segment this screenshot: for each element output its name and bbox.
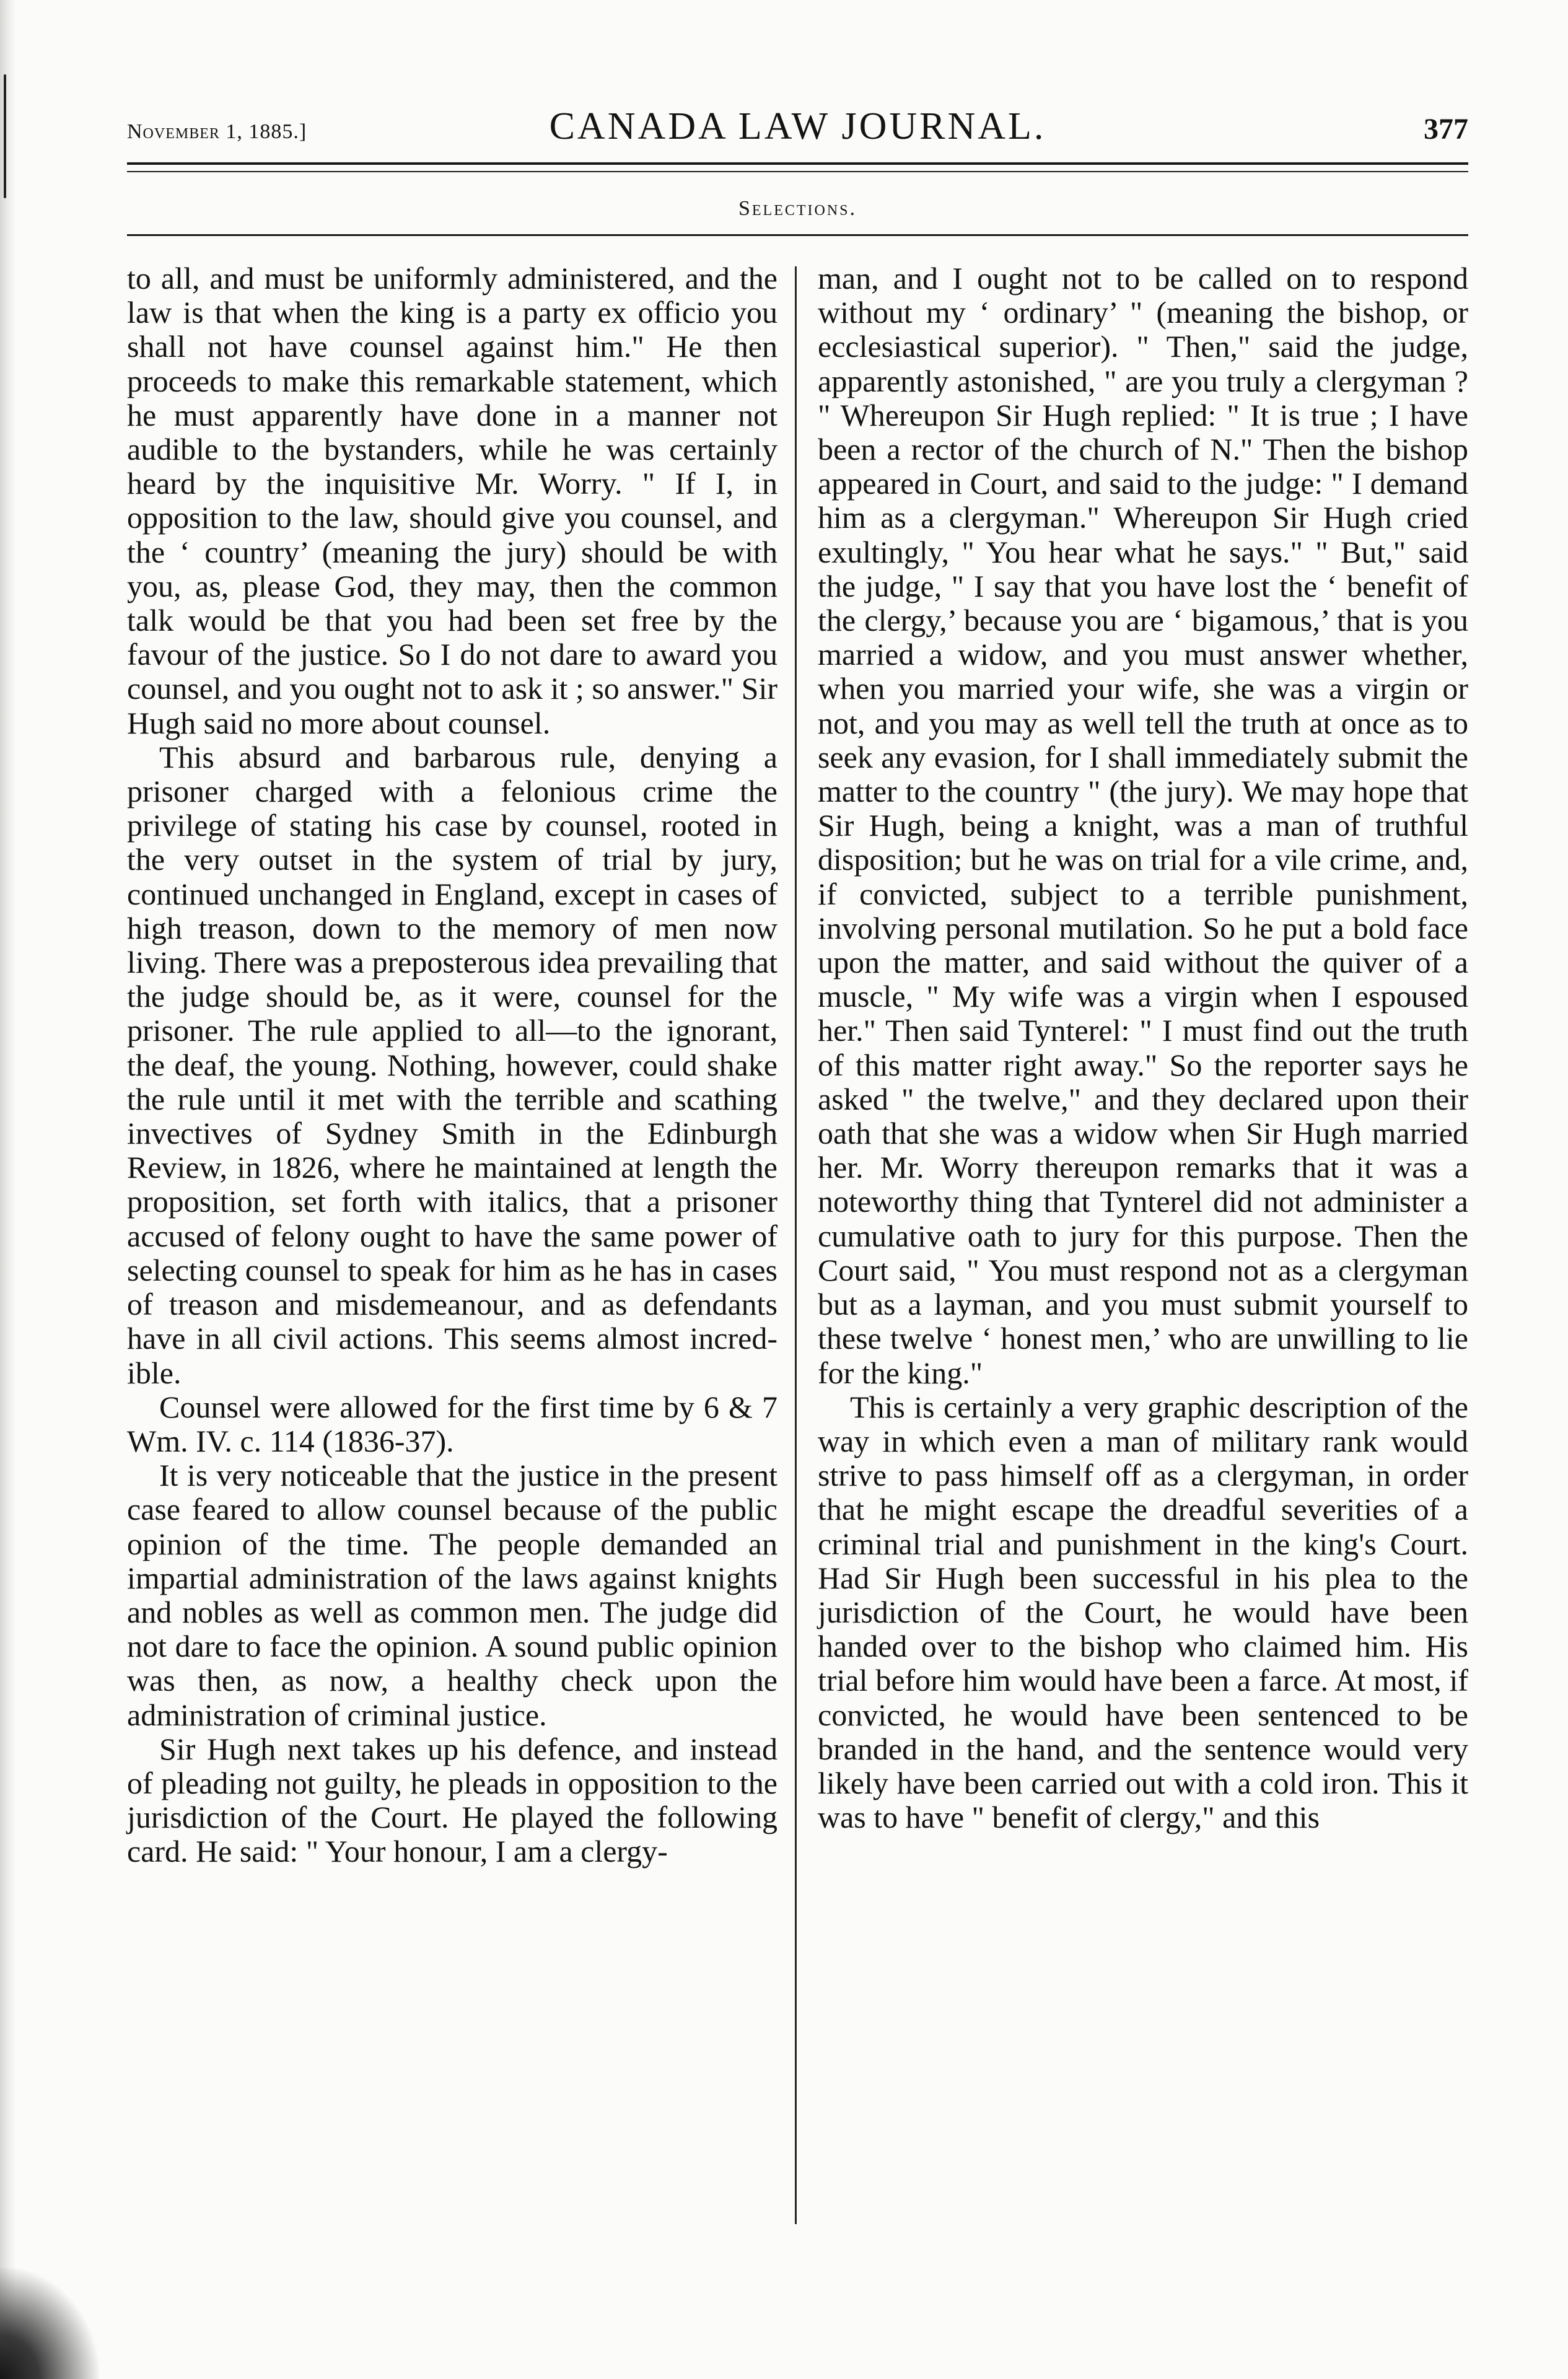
right-column — [818, 261, 1468, 2244]
paragraph: Counsel were allowed for the first time by 6 & 7 Wm. IV. c. 114 (1836-37). — [127, 1389, 777, 1458]
header-rule-thin — [127, 171, 1468, 172]
paragraph: to all, and must be uniformly administered, and the law is that when the king is a party ex officio you shall not have counsel against him." He then proceeds to make this remarkable statement, which he must apparently have done in a manner not audible to the bystanders, while he was certainly heard by the inquisitive Mr. Worry. " If I, in opposition to the law, should give you counsel, and the ‘ country’ (meaning the jury) should be with you, as, please God, they may, then the common talk would be that you had been set free by the favour of the justice. So I do not dare to award you counsel, and you ought not to ask it ; so answer." Sir Hugh said no more about counsel. — [127, 261, 777, 740]
scan-edge-shadow — [0, 0, 16, 2379]
header-rule-thick — [127, 162, 1468, 165]
column-divider — [795, 266, 797, 2224]
paragraph: This absurd and barbarous rule, denying a prisoner charged with a felonious crime the privilege of stating his case by counsel, rooted in the very outset in the system of trial by jury, continued unchanged in England, except in cases of high treason, down to the memory of men now living. There was a preposterous idea prevailing that the judge should be, as it were, counsel for the prisoner. The rule applied to all—to the ignorant, the deaf, the young. Nothing, however, could shake the rule until it met with the terrible and scathing invectives of Sydney Smith in the Edinburgh Review, in 1826, where he maintained at length the proposition, set forth with italics, that a prisoner accused of felony ought to have the same power of selecting counsel to speak for him as he has in cases of treason and misdemeanour, and as defendants have in all civil actions. This seems almost incredible. — [127, 739, 777, 1390]
section-rule — [127, 234, 1468, 236]
paragraph: It is very noticeable that the justice in the present case feared to allow counsel because of the public opinion of the time. The people demanded an impartial administration of the laws against knights and nobles as well as common men. The judge did not dare to face the opinion. A sound public opinion was then, as now, a healthy check upon the administration of criminal justice. — [127, 1458, 777, 1732]
section-heading: Selections. — [738, 197, 857, 220]
paragraph: This is certainly a very graphic description of the way in which even a man of military rank would strive to pass himself off as a clergyman, in order that he might escape the dreadful severities of a criminal trial and punishment in the king's Court. Had Sir Hugh been successful in his plea to the jurisdiction of the Court, he would have been handed over to the bishop who claimed him. His trial before him would have been a farce. At most, if convicted, he would have been sentenced to be branded in the hand, and the sentence would very likely have been carried out with a cold iron. This it was to have " benefit of clergy," and this — [818, 1389, 1468, 1835]
paragraph: Sir Hugh next takes up his defence, and instead of pleading not guilty, he pleads in opposition to the jurisdiction of the Court. He played the following card. He said: " Your honour, I am a clergy- — [127, 1731, 777, 1869]
journal-title: CANADA LAW JOURNAL. — [549, 105, 1046, 147]
scan-corner-smudge — [0, 2267, 99, 2379]
paragraph: man, and I ought not to be called on to respond without my ‘ ordinary’ " (meaning the bishop, or ecclesiastical superior). " Then," said the judge, apparently astonished, " are you truly a clergyman ? " Whereupon Sir Hugh replied: " It is true ; I have been a rector of the church of N." Then the bishop appeared in Court, and said to the judge: " I demand him as a clergyman." Whereupon Sir Hugh cried exultingly, " You hear what he says." " But," said the judge, " I say that you have lost the ‘ benefit of the clergy,’ because you are ‘ bigamous,’ that is you married a widow, and you must answer whether, when you married your wife, she was a virgin or not, and you may as well tell the truth at once as to seek any evasion, for I shall immediately submit the matter to the country " (the jury). We may hope that Sir Hugh, being a knight, was a man of truthful disposition; but he was on trial for a vile crime, and, if convicted, subject to a terrible punishment, involving personal mutilation. So he put a bold face upon the matter, and said without the quiver of a muscle, " My wife was a virgin when I espoused her." Then said Tynterel: " I must find out the truth of this matter right away." So the reporter says he asked " the twelve," and they declared upon their oath that she was a widow when Sir Hugh married her. Mr. Worry thereupon remarks that it was a noteworthy thing that Tynterel did not administer a cumulative oath to jury for this purpose. Then the Court said, " You must respond not as a clergyman but as a layman, and you must submit yourself to these twelve ‘ honest men,’ who are unwilling to lie for the king." — [818, 261, 1468, 1390]
left-column — [127, 261, 777, 2244]
issue-date: November 1, 1885.] — [127, 120, 307, 143]
running-head — [127, 99, 1468, 149]
scan-edge-mark — [4, 74, 6, 198]
page-number: 377 — [1424, 113, 1468, 146]
